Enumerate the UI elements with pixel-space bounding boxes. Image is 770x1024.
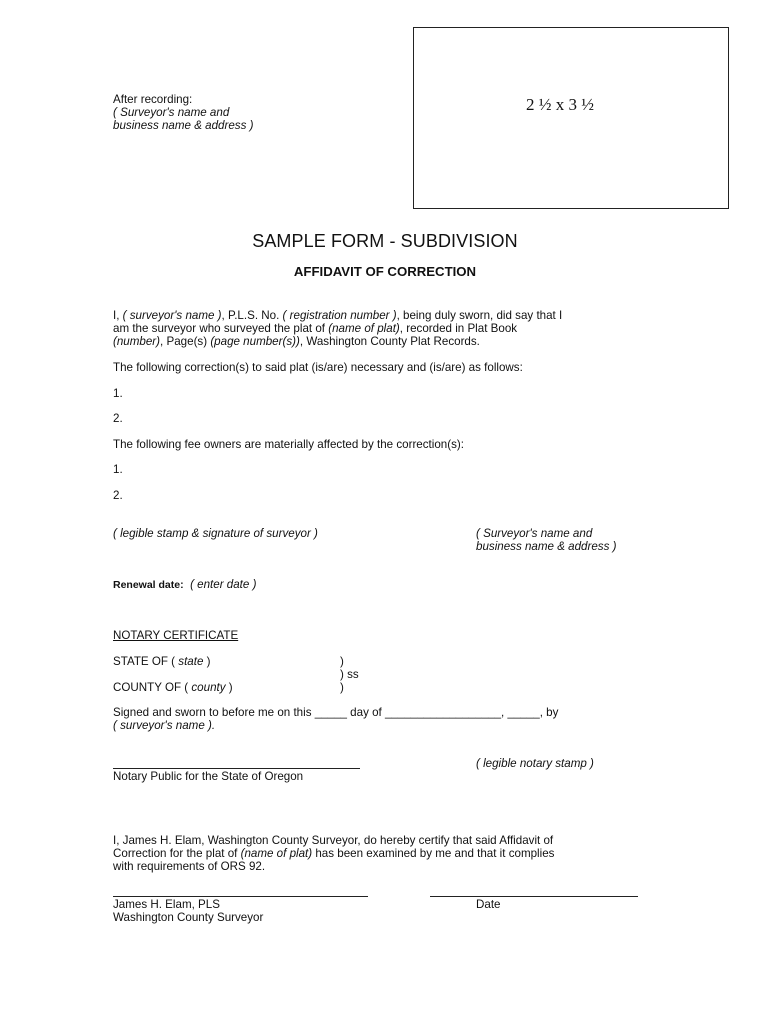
after-recording-label: After recording: bbox=[113, 93, 193, 106]
ss-paren-2: ) ss bbox=[340, 668, 359, 681]
county-surveyor-signature-line bbox=[113, 896, 368, 897]
ss-paren-1: ) bbox=[340, 655, 344, 668]
intro-line-1 bbox=[113, 309, 562, 322]
intro-text: , Page(s) bbox=[160, 335, 211, 348]
county-close-paren: ) bbox=[225, 681, 233, 694]
recording-box-label: 2 ½ x 3 ½ bbox=[526, 95, 594, 114]
county-cert-line-2 bbox=[113, 847, 554, 860]
county-cert-line-3: with requirements of ORS 92. bbox=[113, 860, 266, 873]
intro-text: , being duly sworn, did say that I bbox=[396, 309, 563, 322]
notary-public-label: Notary Public for the State of Oregon bbox=[113, 770, 304, 783]
county-of-label: COUNTY OF ( bbox=[113, 681, 192, 694]
ss-paren-3: ) bbox=[340, 681, 344, 694]
recording-box bbox=[413, 27, 729, 209]
signer-title: Washington County Surveyor bbox=[113, 911, 264, 924]
surveyor-name-line-2: business name & address ) bbox=[476, 540, 617, 553]
county-placeholder: county bbox=[191, 681, 226, 694]
surveyor-name-placeholder: ( surveyor's name ) bbox=[122, 309, 222, 322]
notary-signature-line bbox=[113, 768, 360, 769]
state-placeholder: state bbox=[178, 655, 204, 668]
return-address-line-2: business name & address ) bbox=[113, 119, 254, 132]
page-title: SAMPLE FORM - SUBDIVISION bbox=[252, 231, 518, 251]
registration-number-placeholder: ( registration number ) bbox=[282, 309, 397, 322]
date-signature-line bbox=[430, 896, 638, 897]
renewal-label: Renewal date: bbox=[113, 579, 184, 591]
correction-item-1: 1. bbox=[113, 387, 123, 400]
surveyor-name-line-1: ( Surveyor's name and bbox=[476, 527, 593, 540]
county-cert-line-1: I, James H. Elam, Washington County Surveyor, do hereby certify that said Affidavit of bbox=[113, 834, 554, 847]
renewal-date-placeholder: ( enter date ) bbox=[190, 578, 257, 591]
sworn-line: Signed and sworn to before me on this _____ day of __________________, _____, by bbox=[113, 706, 559, 719]
county-cert-text: Correction for the plat of bbox=[113, 847, 241, 860]
state-close-paren: ) bbox=[203, 655, 211, 668]
date-label: Date bbox=[476, 898, 501, 911]
state-of-line bbox=[113, 655, 211, 668]
signer-name: James H. Elam, PLS bbox=[113, 898, 220, 911]
sworn-surveyor-name: ( surveyor's name ). bbox=[113, 719, 216, 732]
intro-text: , Washington County Plat Records. bbox=[299, 335, 480, 348]
renewal-row bbox=[113, 578, 256, 592]
page-subtitle: AFFIDAVIT OF CORRECTION bbox=[293, 264, 477, 279]
number-placeholder: (number) bbox=[113, 335, 161, 348]
page-number-placeholder: (page number(s)) bbox=[210, 335, 300, 348]
corrections-heading: The following correction(s) to said plat (is/are) necessary and (is/are) as follows: bbox=[113, 361, 523, 374]
plat-name-placeholder: (name of plat) bbox=[240, 847, 313, 860]
correction-item-2: 2. bbox=[113, 412, 123, 425]
intro-text: am the surveyor who surveyed the plat of bbox=[113, 322, 329, 335]
plat-name-placeholder: (name of plat) bbox=[328, 322, 400, 335]
owner-item-2: 2. bbox=[113, 489, 123, 502]
surveyor-stamp-placeholder: ( legible stamp & signature of surveyor ) bbox=[113, 527, 318, 540]
county-cert-text: has been examined by me and that it complies bbox=[312, 847, 555, 860]
return-address-line-1: ( Surveyor's name and bbox=[113, 106, 230, 119]
state-of-label: STATE OF ( bbox=[113, 655, 179, 668]
intro-line-2 bbox=[113, 322, 517, 335]
intro-text: , recorded in Plat Book bbox=[399, 322, 518, 335]
notary-heading: NOTARY CERTIFICATE bbox=[113, 629, 239, 642]
owners-heading: The following fee owners are materially affected by the correction(s): bbox=[113, 438, 464, 451]
county-of-line bbox=[113, 681, 233, 694]
intro-line-3 bbox=[113, 335, 480, 348]
intro-text: I, bbox=[113, 309, 123, 322]
notary-stamp-placeholder: ( legible notary stamp ) bbox=[476, 757, 594, 770]
owner-item-1: 1. bbox=[113, 463, 123, 476]
intro-text: , P.L.S. No. bbox=[221, 309, 283, 322]
